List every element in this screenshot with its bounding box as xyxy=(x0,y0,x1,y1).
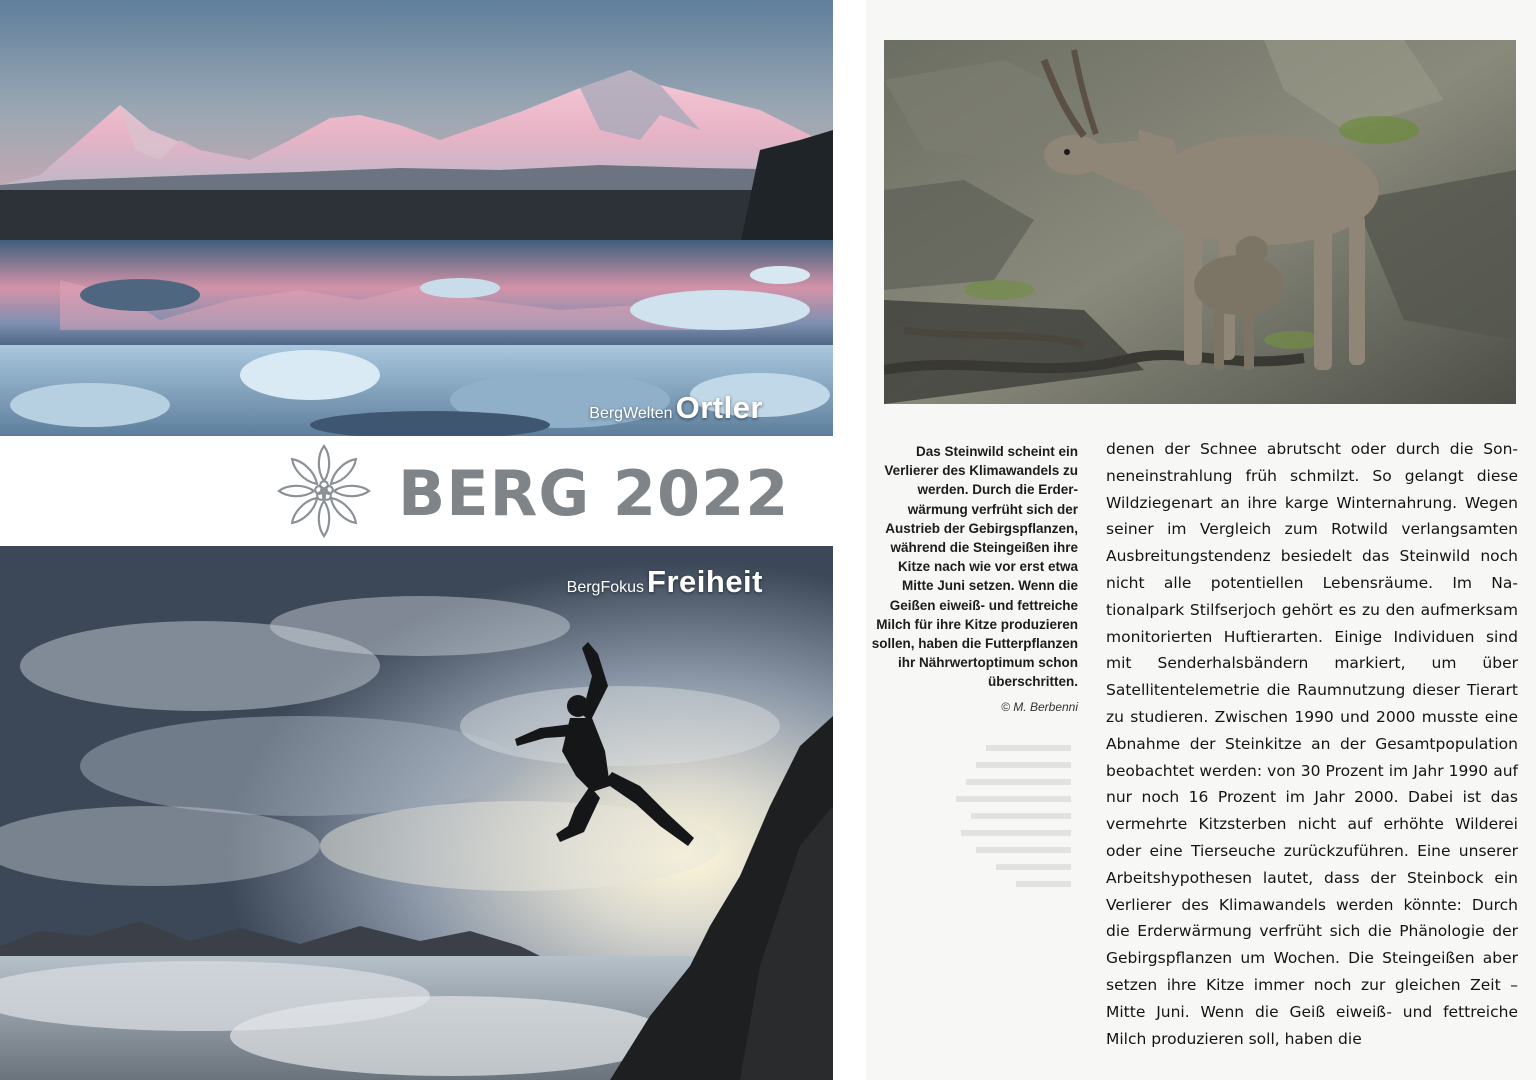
ibex-mother-and-kid-photo xyxy=(884,40,1516,404)
bergfokus-label: BergFokus xyxy=(566,579,645,596)
spread-gap xyxy=(833,0,866,1080)
ortler-label: Ortler xyxy=(675,390,763,425)
cover-title: BERG 2022 xyxy=(398,457,790,530)
edelweiss-icon xyxy=(275,442,373,540)
bergwelten-ortler-label xyxy=(589,390,763,426)
bleed-through-text xyxy=(876,740,1076,910)
freiheit-jumping-climber-photo xyxy=(0,546,833,1080)
caption-text: Das Steinwild scheint ein Verlierer des Klimawandels zu werden. Durch die Erderwärmung verfrüht sich der Austrieb der Gebirgspflanzen, während die Steingeißen ihre Kitze nach wie vor erst etwa Mitte Juni setzen. Wenn die Geißen eiweiß- und fettreiche Milch für ihre Kitze produzieren sollen, haben die Futterpflanzen ihr Nährwertoptimum schon überschritten. xyxy=(871,444,1078,690)
article-body-text: denen der Schnee abrutscht oder durch die Sonneneinstrahlung früh schmilzt. So gelangt diese Wildziegenart an ihre karge Winternahrung. Wegen seiner im Vergleich zum Rotwild verlangsamten Ausbreitungstendenz besiedelt das Steinwild noch nicht alle potentiellen Lebensräume. Im Nationalpark Stilfserjoch gehört es zu den aufmerksam monitorierten Huftierarten. Einige Individuen sind mit Senderhalsbändern markiert, um über Satellitentelemetrie die Raumnutzung dieser Tierart zu studieren. Zwischen 1990 und 2000 musste eine Abnahme der Steinkitze an der Gesamtpopulation beobachtet werden: von 30 Prozent im Jahr 1990 auf nur noch 16 Prozent im Jahr 2000. Dabei ist das vermehrte Kitzsterben nicht auf erhöhte Wilderei oder eine Tierseuche zurückzuführen. Eine unserer Arbeitshypothesen lautet, dass der Steinbock ein Verlierer des Klimawandels werden könnte: Durch die Erderwärmung verfrüht sich die Phänologie der Gebirgspflanzen um Wochen. Die Steingeißen aber setzen ihre Kitze immer noch zur gleichen Zeit – Mitte Juni. Wenn die Geiß eiweiß- und fettreiche Milch produzieren soll, haben die xyxy=(1106,440,1518,1048)
photo-caption xyxy=(866,442,1078,717)
bergwelten-label: BergWelten xyxy=(589,405,673,422)
photo-credit: © M. Berbenni xyxy=(1001,699,1078,714)
ortler-mountain-lake-photo xyxy=(0,0,833,436)
bergfokus-freiheit-label xyxy=(567,564,763,600)
magazine-page xyxy=(866,0,1536,1080)
freiheit-label: Freiheit xyxy=(647,564,763,599)
